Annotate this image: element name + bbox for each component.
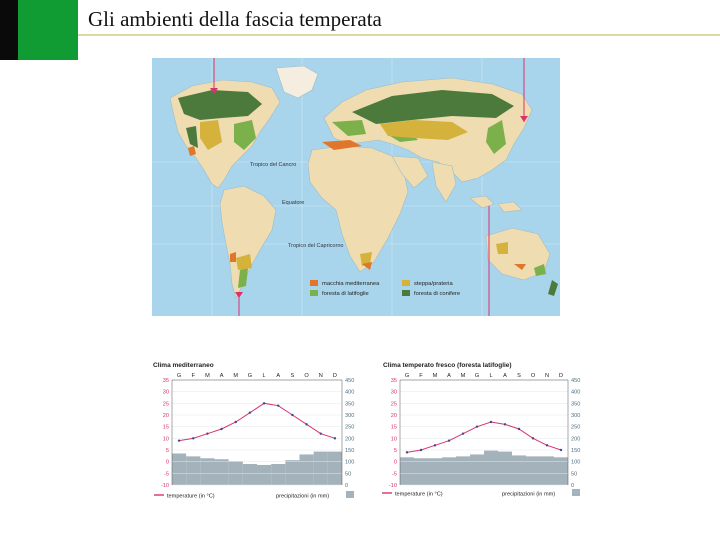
map-label-tropic-cancer: Tropico del Cancro	[250, 162, 297, 168]
temperature-point	[178, 439, 180, 441]
y-tick-label: 30	[390, 389, 397, 396]
temperature-point	[448, 439, 450, 441]
y2-tick-label: 200	[345, 436, 355, 443]
y-tick-label: 35	[162, 378, 169, 384]
months-layer	[177, 373, 337, 379]
y2-ticks-layer	[345, 378, 354, 489]
precipitation-bar	[257, 465, 271, 485]
y-ticks-layer	[389, 378, 397, 489]
temperature-point	[546, 444, 548, 446]
temperature-point	[406, 451, 408, 453]
month-label: M	[205, 373, 210, 379]
y-tick-label: 5	[165, 448, 169, 454]
legend-swatch-broadleaf	[310, 290, 318, 296]
temperature-point	[560, 449, 562, 451]
precipitation-bar	[186, 456, 200, 485]
y-tick-label: 30	[162, 389, 169, 396]
temperature-point	[532, 437, 534, 439]
temperature-point	[434, 444, 436, 446]
y2-tick-label: 150	[571, 448, 581, 454]
precipitation-bar	[512, 455, 526, 485]
temperature-point	[192, 437, 194, 439]
bars-layer	[172, 452, 342, 485]
bars-layer	[400, 451, 568, 485]
precipitation-bar	[229, 461, 243, 485]
y-tick-label: -10	[160, 483, 169, 489]
month-label: D	[558, 373, 564, 379]
y2-tick-label: 250	[345, 424, 355, 431]
month-label: N	[544, 373, 550, 379]
y-tick-label: 25	[162, 401, 169, 408]
temperature-point	[249, 411, 251, 413]
month-label: G	[474, 373, 480, 379]
precipitation-bar	[314, 452, 328, 485]
line-layer	[406, 421, 562, 454]
legend-precipitation: precipitazioni (in mm)	[502, 491, 556, 498]
y-tick-label: 35	[390, 378, 397, 384]
precipitation-bar	[498, 452, 512, 485]
temperature-point	[291, 414, 293, 416]
y2-tick-label: 100	[345, 459, 355, 466]
months-layer	[405, 373, 563, 379]
legend-precipitation: precipitazioni (in mm)	[276, 493, 330, 500]
y-tick-label: 20	[162, 413, 169, 419]
y-tick-label: 20	[390, 413, 397, 419]
temperature-point	[235, 421, 237, 423]
month-label: F	[419, 373, 423, 379]
chart-legend	[154, 491, 354, 500]
precipitation-bar	[470, 454, 484, 485]
y-tick-label: -10	[388, 483, 397, 489]
precipitation-bar	[243, 464, 257, 485]
precipitation-bar	[526, 456, 540, 485]
y-ticks-layer	[161, 378, 169, 489]
precipitation-bar	[215, 459, 229, 485]
y2-tick-label: 300	[345, 413, 355, 419]
y2-tick-label: 100	[571, 459, 581, 466]
month-label: A	[276, 373, 281, 379]
y2-tick-label: 50	[345, 471, 352, 478]
y-tick-label: 25	[390, 401, 397, 408]
month-label: S	[517, 373, 521, 379]
y2-tick-label: 450	[345, 378, 355, 384]
month-label: L	[489, 373, 493, 379]
decorative-dark-bar	[0, 0, 18, 60]
map-label-equator: Equatore	[282, 200, 305, 206]
precipitation-bar	[540, 456, 554, 485]
legend-temperature: temperature (in °C)	[167, 493, 215, 500]
y2-tick-label: 350	[345, 401, 355, 408]
temperature-point	[277, 404, 279, 406]
precipitation-bar	[200, 458, 214, 485]
climate-chart-mediterranean	[150, 358, 360, 508]
legend-label-conifer: foresta di conifere	[414, 291, 461, 297]
precipitation-bar	[172, 454, 186, 486]
legend-precipitation-swatch	[346, 491, 354, 498]
y2-tick-label: 50	[571, 471, 578, 478]
legend-label-steppe: steppa/prateria	[414, 281, 453, 287]
precipitation-bar	[328, 452, 342, 485]
precipitation-bar	[285, 460, 299, 485]
decorative-green-bar	[18, 0, 78, 60]
y2-tick-label: 250	[571, 424, 581, 431]
legend-label-broadleaf: foresta di latifoglie	[322, 291, 369, 297]
chart-title: Clima mediterraneo	[153, 362, 214, 369]
y2-tick-label: 400	[345, 389, 355, 396]
title-underline	[78, 34, 720, 36]
y2-tick-label: 150	[345, 448, 355, 454]
y2-tick-label: 200	[571, 436, 581, 443]
legend-precipitation-swatch	[572, 489, 580, 496]
month-label: F	[191, 373, 195, 379]
precipitation-bar	[456, 456, 470, 485]
temperature-line	[179, 403, 335, 440]
temperature-point	[206, 432, 208, 434]
y2-tick-label: 350	[571, 401, 581, 408]
chart-legend	[382, 489, 580, 498]
temperature-point	[504, 423, 506, 425]
y-tick-label: 0	[165, 459, 169, 466]
month-label: O	[304, 373, 309, 379]
y-tick-label: 0	[393, 459, 397, 466]
y-tick-label: 5	[393, 448, 397, 454]
month-label: L	[262, 373, 266, 379]
temperature-point	[305, 423, 307, 425]
precipitation-bar	[271, 464, 285, 485]
month-label: M	[460, 373, 466, 379]
month-label: M	[432, 373, 438, 379]
temperature-point	[220, 428, 222, 430]
y-tick-label: 10	[162, 436, 169, 443]
legend-swatch-steppe	[402, 280, 410, 286]
y2-tick-label: 300	[571, 413, 581, 419]
slide-title: Gli ambienti della fascia temperata	[88, 7, 382, 31]
month-label: S	[290, 373, 295, 379]
y-tick-label: 10	[390, 436, 397, 443]
month-label: G	[247, 373, 253, 379]
temperature-point	[490, 421, 492, 423]
y-tick-label: -5	[392, 471, 397, 478]
month-label: O	[530, 373, 536, 379]
y-tick-label: -5	[164, 471, 169, 478]
y2-tick-label: 400	[571, 389, 581, 396]
temperature-point	[263, 402, 265, 404]
legend-swatch-mediterranean	[310, 280, 318, 286]
legend-temperature: temperature (in °C)	[395, 491, 443, 498]
month-label: A	[219, 373, 224, 379]
precipitation-bar	[414, 458, 428, 485]
chart-title: Clima temperato fresco (foresta latifoglie)	[383, 362, 512, 369]
temperature-point	[462, 432, 464, 434]
temperature-point	[334, 437, 336, 439]
legend-swatch-conifer	[402, 290, 410, 296]
month-label: A	[503, 373, 507, 379]
precipitation-bar	[484, 451, 498, 485]
temperature-point	[518, 428, 520, 430]
y-tick-label: 15	[390, 424, 397, 431]
climate-chart-temperate-cool	[376, 358, 588, 508]
y2-tick-label: 0	[345, 483, 349, 489]
y-tick-label: 15	[162, 424, 169, 431]
map-label-tropic-capricorn: Tropico del Capricorno	[288, 243, 344, 249]
world-vegetation-map	[152, 58, 560, 316]
month-label: N	[318, 373, 323, 379]
month-label: D	[332, 373, 337, 379]
month-label: G	[176, 373, 182, 379]
y2-tick-label: 450	[571, 378, 581, 384]
temperature-point	[320, 432, 322, 434]
y2-ticks-layer	[571, 378, 580, 489]
temperature-point	[476, 425, 478, 427]
precipitation-bar	[428, 458, 442, 485]
month-label: A	[447, 373, 451, 379]
month-label: G	[404, 373, 410, 379]
precipitation-bar	[300, 454, 314, 485]
y2-tick-label: 0	[571, 483, 575, 489]
legend-label-mediterranean: macchia mediterranea	[322, 281, 380, 287]
line-layer	[178, 402, 336, 442]
temperature-point	[420, 449, 422, 451]
month-label: M	[233, 373, 239, 379]
